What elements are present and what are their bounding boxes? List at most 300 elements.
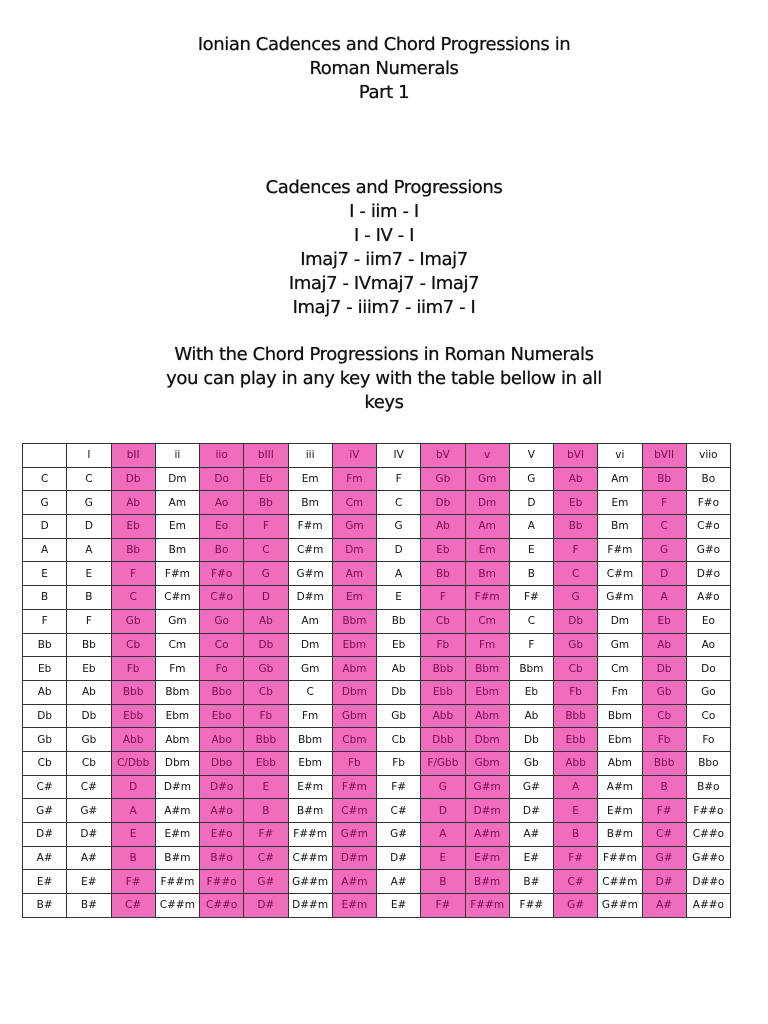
key-label-cell: C [23, 467, 67, 491]
chord-cell: D#m [332, 846, 376, 870]
chord-cell: Dbm [155, 751, 199, 775]
chord-cell: Fb [332, 751, 376, 775]
chord-cell: F [377, 467, 421, 491]
chord-cell: C#m [288, 538, 332, 562]
chord-cell: C#o [200, 586, 244, 610]
chord-cell: F [111, 562, 155, 586]
chord-cell: Bm [598, 515, 642, 539]
chord-cell: Bbm [509, 657, 553, 681]
chord-cell: B#m [598, 823, 642, 847]
chord-cell: Bbm [598, 704, 642, 728]
chord-cell: F [421, 586, 465, 610]
chord-cell: G [421, 775, 465, 799]
chord-cell: G [377, 515, 421, 539]
table-header-cell: I [67, 444, 111, 468]
chord-cell: Am [598, 467, 642, 491]
chord-cell: Dbb [421, 728, 465, 752]
chord-cell: C [509, 609, 553, 633]
chord-cell: Ab [421, 515, 465, 539]
chord-cell: Am [332, 562, 376, 586]
chord-cell: Bb [642, 467, 686, 491]
chord-cell: F##m [155, 870, 199, 894]
table-row [23, 751, 731, 775]
chord-table [22, 443, 731, 918]
key-label-cell: Db [23, 704, 67, 728]
chord-cell: E [377, 586, 421, 610]
chord-cell: F [509, 633, 553, 657]
table-row [23, 538, 731, 562]
chord-cell: E#m [332, 894, 376, 918]
chord-cell: Bb [554, 515, 598, 539]
chord-cell: C [111, 586, 155, 610]
chord-cell: C#m [332, 799, 376, 823]
chord-cell: Eb [67, 657, 111, 681]
chord-cell: Gb [509, 751, 553, 775]
chord-cell: Do [686, 657, 730, 681]
table-header-cell: ii [155, 444, 199, 468]
progressions-list [0, 176, 768, 320]
chord-cell: G [244, 562, 288, 586]
chord-cell: C# [377, 799, 421, 823]
chord-cell: Bbm [332, 609, 376, 633]
chord-cell: F# [642, 799, 686, 823]
table-row [23, 870, 731, 894]
chord-cell: Eb [111, 515, 155, 539]
chord-cell: Eb [244, 467, 288, 491]
progression-item: Imaj7 - IVmaj7 - Imaj7 [288, 273, 480, 294]
table-row [23, 609, 731, 633]
chord-cell: G [642, 538, 686, 562]
chord-cell: Gb [377, 704, 421, 728]
chord-cell: C##o [686, 823, 730, 847]
chord-cell: F##m [288, 823, 332, 847]
table-row [23, 775, 731, 799]
chord-cell: Bm [288, 491, 332, 515]
chord-cell: F#m [598, 538, 642, 562]
chord-cell: Gb [111, 609, 155, 633]
chord-cell: A#m [465, 823, 509, 847]
chord-cell: Ab [244, 609, 288, 633]
key-label-cell: A# [23, 846, 67, 870]
chord-cell: B [67, 586, 111, 610]
chord-cell: Bb [111, 538, 155, 562]
table-row [23, 657, 731, 681]
chord-cell: Cm [332, 491, 376, 515]
chord-cell: E [509, 538, 553, 562]
chord-cell: C#m [155, 586, 199, 610]
chord-cell: B [509, 562, 553, 586]
chord-cell: Ebb [244, 751, 288, 775]
chord-cell: B [421, 870, 465, 894]
chord-cell: G [67, 491, 111, 515]
chord-cell: Bbm [288, 728, 332, 752]
key-label-cell: Bb [23, 633, 67, 657]
chord-cell: B [111, 846, 155, 870]
chord-cell: Gm [465, 467, 509, 491]
chord-cell: Bm [465, 562, 509, 586]
chord-cell: A#m [155, 799, 199, 823]
intro-line: keys [364, 392, 404, 413]
chord-cell: Dbm [465, 728, 509, 752]
chord-cell: Fb [642, 728, 686, 752]
table-row [23, 846, 731, 870]
key-label-cell: G [23, 491, 67, 515]
chord-cell: Gbm [465, 751, 509, 775]
chord-cell: Am [465, 515, 509, 539]
key-label-cell: E [23, 562, 67, 586]
chord-cell: C#o [686, 515, 730, 539]
key-label-cell: E# [23, 870, 67, 894]
chord-cell: Bbm [465, 657, 509, 681]
chord-cell: Dbm [332, 680, 376, 704]
chord-cell: G [554, 586, 598, 610]
chord-cell: Fb [111, 657, 155, 681]
chord-cell: Bb [377, 609, 421, 633]
chord-cell: Fo [200, 657, 244, 681]
chord-cell: Fm [332, 467, 376, 491]
chord-cell: G#m [465, 775, 509, 799]
table-row [23, 491, 731, 515]
chord-cell: D##m [288, 894, 332, 918]
chord-cell: G#o [686, 538, 730, 562]
chord-cell: Em [332, 586, 376, 610]
chord-cell: Dm [598, 609, 642, 633]
chord-cell: E [244, 775, 288, 799]
chord-cell: Bb [421, 562, 465, 586]
chord-cell: A##o [686, 894, 730, 918]
chord-cell: D# [377, 846, 421, 870]
table-row [23, 633, 731, 657]
chord-cell: D# [244, 894, 288, 918]
table-header-cell: v [465, 444, 509, 468]
chord-cell: Gb [642, 680, 686, 704]
chord-cell: C [554, 562, 598, 586]
chord-cell: Bbb [554, 704, 598, 728]
table-row [23, 562, 731, 586]
table-header-cell: IV [377, 444, 421, 468]
chord-cell: Ebm [598, 728, 642, 752]
chord-cell: D [421, 799, 465, 823]
table-header-cell: bIII [244, 444, 288, 468]
chord-cell: Eb [554, 491, 598, 515]
chord-cell: D [67, 515, 111, 539]
progression-item: Imaj7 - iim7 - Imaj7 [300, 249, 468, 270]
chord-cell: Gm [332, 515, 376, 539]
chord-cell: F#o [686, 491, 730, 515]
chord-cell: Fb [554, 680, 598, 704]
chord-cell: Cm [465, 609, 509, 633]
table-header-cell: iio [200, 444, 244, 468]
chord-cell: Abb [554, 751, 598, 775]
chord-cell: D [244, 586, 288, 610]
chord-cell: D#o [200, 775, 244, 799]
chord-cell: Cb [244, 680, 288, 704]
chord-cell: B#m [288, 799, 332, 823]
chord-cell: Ao [200, 491, 244, 515]
table-header-cell: bVII [642, 444, 686, 468]
key-label-cell: D [23, 515, 67, 539]
chord-cell: Db [554, 609, 598, 633]
chord-cell: Gm [288, 657, 332, 681]
chord-cell: Cb [642, 704, 686, 728]
chord-cell: A [377, 562, 421, 586]
chord-cell: G# [642, 846, 686, 870]
chord-cell: Eb [421, 538, 465, 562]
chord-cell: G##m [288, 870, 332, 894]
chord-cell: Fb [244, 704, 288, 728]
chord-cell: D [642, 562, 686, 586]
chord-cell: Fm [288, 704, 332, 728]
chord-cell: C [377, 491, 421, 515]
chord-cell: Db [642, 657, 686, 681]
chord-cell: Fm [465, 633, 509, 657]
chord-cell: Cm [598, 657, 642, 681]
chord-cell: F# [554, 846, 598, 870]
chord-cell: B# [67, 894, 111, 918]
table-row [23, 515, 731, 539]
progression-item: I - IV - I [353, 225, 415, 246]
chord-cell: B#o [686, 775, 730, 799]
chord-cell: Fm [598, 680, 642, 704]
chord-cell: G#m [598, 586, 642, 610]
chord-cell: Abm [332, 657, 376, 681]
chord-cell: Eb [377, 633, 421, 657]
chord-cell: G# [244, 870, 288, 894]
chord-cell: Bo [200, 538, 244, 562]
chord-cell: Bbb [421, 657, 465, 681]
chord-cell: F##o [200, 870, 244, 894]
chord-cell: Ab [111, 491, 155, 515]
chord-cell: Ebm [155, 704, 199, 728]
chord-cell: A [111, 799, 155, 823]
key-label-cell: G# [23, 799, 67, 823]
chord-cell: B#m [465, 870, 509, 894]
chord-cell: A#o [200, 799, 244, 823]
chord-cell: E#o [200, 823, 244, 847]
chord-cell: F [67, 609, 111, 633]
chord-cell: Em [598, 491, 642, 515]
chord-cell: E# [67, 870, 111, 894]
chord-cell: Db [67, 704, 111, 728]
chord-cell: C##o [200, 894, 244, 918]
chord-cell: C [288, 680, 332, 704]
table-header-cell: bV [421, 444, 465, 468]
chord-cell: Abb [421, 704, 465, 728]
table-header-cell: viio [686, 444, 730, 468]
chord-cell: Eo [686, 609, 730, 633]
chord-cell: Gb [244, 657, 288, 681]
chord-cell: D#m [155, 775, 199, 799]
chord-cell: G# [67, 799, 111, 823]
chord-cell: Bbo [200, 680, 244, 704]
chord-cell: Bo [686, 467, 730, 491]
chord-cell: G##m [598, 894, 642, 918]
chord-cell: Fb [377, 751, 421, 775]
key-label-cell: A [23, 538, 67, 562]
chord-cell: F# [111, 870, 155, 894]
chord-cell: F# [421, 894, 465, 918]
chord-cell: Am [155, 491, 199, 515]
chord-cell: Dm [465, 491, 509, 515]
chord-cell: F#m [332, 775, 376, 799]
chord-cell: Go [200, 609, 244, 633]
chord-cell: A [554, 775, 598, 799]
key-label-cell: Gb [23, 728, 67, 752]
chord-cell: G# [509, 775, 553, 799]
chord-cell: Gb [554, 633, 598, 657]
chord-cell: B [244, 799, 288, 823]
table-header-cell: iii [288, 444, 332, 468]
table-header-cell [23, 444, 67, 468]
chord-cell: E#m [598, 799, 642, 823]
chord-cell: Dbo [200, 751, 244, 775]
chord-cell: C [67, 467, 111, 491]
chord-cell: Db [377, 680, 421, 704]
chord-cell: D#m [465, 799, 509, 823]
chord-cell: F#m [288, 515, 332, 539]
table-row [23, 704, 731, 728]
table-header-cell: bVI [554, 444, 598, 468]
chord-cell: D# [642, 870, 686, 894]
chord-cell: Ab [67, 680, 111, 704]
chord-cell: Cb [377, 728, 421, 752]
chord-cell: F## [509, 894, 553, 918]
chord-cell: Do [200, 467, 244, 491]
chord-cell: Co [200, 633, 244, 657]
chord-cell: Cb [67, 751, 111, 775]
chord-cell: B#m [155, 846, 199, 870]
chord-cell: D# [67, 823, 111, 847]
chord-cell: Db [421, 491, 465, 515]
chord-cell: G#m [332, 823, 376, 847]
chord-cell: Eo [200, 515, 244, 539]
chord-cell: E# [377, 894, 421, 918]
chord-cell: Bm [155, 538, 199, 562]
chord-cell: A [642, 586, 686, 610]
chord-cell: Cb [421, 609, 465, 633]
chord-cell: G [509, 467, 553, 491]
chord-cell: A#m [332, 870, 376, 894]
chord-cell: F##o [686, 799, 730, 823]
chord-cell: E#m [155, 823, 199, 847]
table-header-row [23, 444, 731, 468]
title-line: Part 1 [358, 82, 410, 103]
table-row [23, 799, 731, 823]
intro-line: you can play in any key with the table bellow in all [166, 368, 602, 389]
chord-cell: D#m [288, 586, 332, 610]
chord-cell: E [67, 562, 111, 586]
chord-cell: Db [111, 467, 155, 491]
table-row [23, 823, 731, 847]
chord-cell: Eb [642, 609, 686, 633]
chord-cell: D#o [686, 562, 730, 586]
chord-cell: Co [686, 704, 730, 728]
chord-cell: G##o [686, 846, 730, 870]
chord-cell: B# [509, 870, 553, 894]
chord-cell: F# [244, 823, 288, 847]
chord-cell: A# [642, 894, 686, 918]
chord-cell: Cm [155, 633, 199, 657]
chord-cell: E [421, 846, 465, 870]
chord-cell: B [554, 823, 598, 847]
intro-text [0, 343, 768, 415]
chord-cell: D [377, 538, 421, 562]
key-label-cell: C# [23, 775, 67, 799]
chord-cell: A [421, 823, 465, 847]
chord-cell: D##o [686, 870, 730, 894]
chord-cell: Gbm [332, 704, 376, 728]
chord-cell: Abb [111, 728, 155, 752]
table-header-cell: iV [332, 444, 376, 468]
chord-cell: A# [67, 846, 111, 870]
table-row [23, 894, 731, 918]
chord-cell: E# [509, 846, 553, 870]
chord-cell: Cbm [332, 728, 376, 752]
key-label-cell: B [23, 586, 67, 610]
chord-cell: Em [288, 467, 332, 491]
table-row [23, 467, 731, 491]
chord-cell: Am [288, 609, 332, 633]
chord-cell: Bbo [686, 751, 730, 775]
chord-cell: Ebb [111, 704, 155, 728]
chord-cell: Abm [155, 728, 199, 752]
chord-cell: C# [67, 775, 111, 799]
chord-cell: A#m [598, 775, 642, 799]
chord-cell: C##m [155, 894, 199, 918]
chord-cell: Dm [288, 633, 332, 657]
chord-cell: Dm [155, 467, 199, 491]
chord-cell: Bbb [111, 680, 155, 704]
chord-cell: C# [111, 894, 155, 918]
key-label-cell: F [23, 609, 67, 633]
chord-cell: Abm [465, 704, 509, 728]
chord-cell: A#o [686, 586, 730, 610]
chord-cell: Em [465, 538, 509, 562]
table-header-cell: V [509, 444, 553, 468]
chord-cell: A [509, 515, 553, 539]
chord-cell: Gb [421, 467, 465, 491]
chord-cell: Gm [598, 633, 642, 657]
chord-cell: C#m [598, 562, 642, 586]
chord-cell: A# [509, 823, 553, 847]
chord-cell: Abm [598, 751, 642, 775]
title-line: Roman Numerals [309, 58, 459, 79]
chord-cell: Ab [642, 633, 686, 657]
chord-cell: Gb [67, 728, 111, 752]
chord-cell: A# [377, 870, 421, 894]
chord-cell: Fm [155, 657, 199, 681]
chord-cell: Abo [200, 728, 244, 752]
chord-cell: F#m [155, 562, 199, 586]
chord-cell: Db [244, 633, 288, 657]
chord-cell: F#o [200, 562, 244, 586]
chord-cell: C/Dbb [111, 751, 155, 775]
chord-cell: C [244, 538, 288, 562]
chord-cell: Eb [509, 680, 553, 704]
progression-item: Imaj7 - iiim7 - iim7 - I [292, 297, 476, 318]
chord-cell: Dm [332, 538, 376, 562]
chord-cell: Fb [421, 633, 465, 657]
table-header-cell: bII [111, 444, 155, 468]
chord-cell: Db [509, 728, 553, 752]
chord-cell: C##m [288, 846, 332, 870]
chord-cell: Bbb [642, 751, 686, 775]
chord-cell: Cb [111, 633, 155, 657]
chord-cell: Bb [244, 491, 288, 515]
chord-cell: Ebb [554, 728, 598, 752]
progression-item: I - iim - I [349, 201, 419, 222]
chord-cell: Em [155, 515, 199, 539]
